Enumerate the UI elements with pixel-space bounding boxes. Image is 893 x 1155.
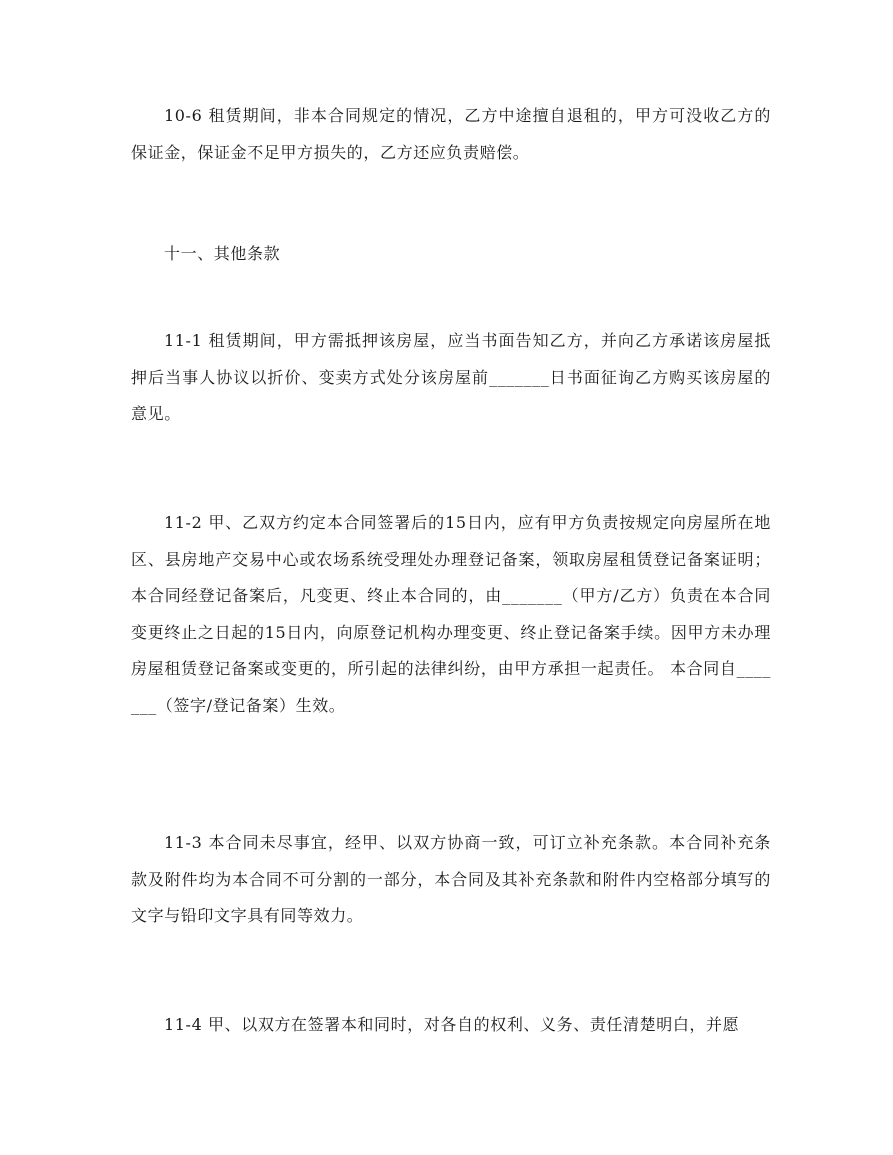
- clause-11-4-paragraph: 11-4 甲、以双方在签署本和同时，对各自的权利、义务、责任清楚明白，并愿: [164, 1015, 740, 1034]
- clause-11-2-paragraph: 11-2 甲、乙双方约定本合同签署后的15日内，应有甲方负责按规定向房屋所在地区、县房地产交易中心或农场系统受理处办理登记备案，领取房屋租赁登记备案证明；本合同经登记备案后，凡变更、终止本合同的，由_______（甲方/乙方）负责在本合同变更终止之日起的15日内，向原登记机构办理变更、终止登记备案手续。因甲方未办理房屋租赁登记备案或变更的，所引起的法律纠纷，由甲方承担一起责任。 本合同自_______（签字/登记备案）生效。: [131, 513, 771, 715]
- clause-10-6-paragraph: 10-6 租赁期间，非本合同规定的情况，乙方中途擅自退租的，甲方可没收乙方的保证金，保证金不足甲方损失的，乙方还应负责赔偿。: [131, 106, 771, 162]
- clause-11-1-paragraph: 11-1 租赁期间，甲方需抵押该房屋，应当书面告知乙方，并向乙方承诺该房屋抵押后当事人协议以折价、变卖方式处分该房屋前_______日书面征询乙方购买该房屋的意见。: [131, 331, 771, 423]
- section-heading-other-terms: 十一、其他条款: [164, 244, 281, 263]
- clause-11-3-paragraph: 11-3 本合同未尽事宜，经甲、以双方协商一致，可订立补充条款。本合同补充条款及附件均为本合同不可分割的一部分，本合同及其补充条款和附件内空格部分填写的文字与铅印文字具有同等效力。: [131, 833, 771, 925]
